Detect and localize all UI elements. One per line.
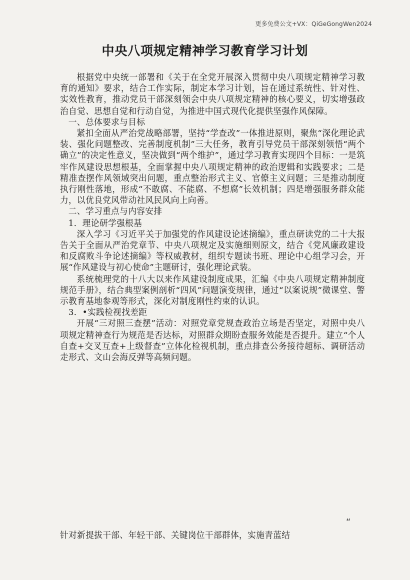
subsection-heading-1: 1．理论研学强根基 (68, 217, 143, 228)
document-body (60, 72, 365, 363)
section-heading-2: 二、学习重点与内容安排 (68, 206, 163, 217)
subsection-heading-3: 3．•实践检视找差距 (68, 307, 148, 318)
document-title: 中央八项规定精神学习教育学习计划 (101, 43, 309, 58)
quote-mark: “ (346, 518, 351, 528)
last-line: 针对新提拔干部、年轻干部、关键岗位干部群体，实施青蓝结 (60, 530, 291, 540)
section-heading-1: 一、总体要求与目标 (68, 116, 146, 127)
system-paragraph: 系统梳理党的十八大以来作风建设制度成果，汇编《中央八项规定精神制度规范手册》，结合典型案例剖析“四风”问题演变规律，通过“以案说规”微课堂、警示教育基地参观等形式，深化对制度刚性约束的认识。 (60, 273, 365, 307)
watermark-text: 更多免费公文+VX：QiGeGongWen2024 (255, 21, 372, 28)
practice-paragraph: 开展“三对照三查摆”活动：对照党章党规查政治立场是否坚定，对照中央八项规定精神查行为规范是否达标，对照群众期盼查服务效能是否提升。建立“个人自查+交叉互查+上级督查”立体化检视机制，重点排查公务接待超标、调研活动走形式、文山会海反弹等高频问题。 (60, 318, 365, 363)
theory-paragraph: 深入学习《习近平关于加强党的作风建设论述摘编》，重点研读党的二十大报告关于全面从严治党章节、中央八项规定及实施细则原文，结合《党风廉政建设和反腐败斗争论述摘编》等权威教材，组织专题读书班、理论中心组学习会，开展“作风建设与初心使命”主题研讨，强化理论武装。 (60, 228, 365, 273)
intro-paragraph: 根据党中央统一部署和《关于在全党开展深入贯彻中央八项规定精神学习教育的通知》要求，结合工作实际，制定本学习计划，旨在通过系统性、针对性、实效性教育，推动党员干部深刻领会中央八项规定精神的核心要义，切实增强政治自觉、思想自觉和行动自觉，为推进中国式现代化提供坚强作风保障。 (60, 72, 365, 116)
requirements-paragraph: 紧扣全面从严治党战略部署，坚持“学查改”一体推进原则，聚焦“深化理论武装、强化问题整改、完善制度机制”三大任务，教育引导党员干部深刻领悟“两个确立”的决定性意义，坚决做到“两个维护”，通过学习教育实现四个目标：一是筑牢作风建设思想根基，全面掌握中央八项规定精神的政治逻辑和实践要求；二是精准查摆作风领域突出问题，重点整治形式主义、官僚主义问题；三是推动制度执行刚性落地，形成“不敢腐、不能腐、不想腐”长效机制；四是增强服务群众能力，以优良党风带动社风民风向上向善。 (60, 128, 365, 206)
